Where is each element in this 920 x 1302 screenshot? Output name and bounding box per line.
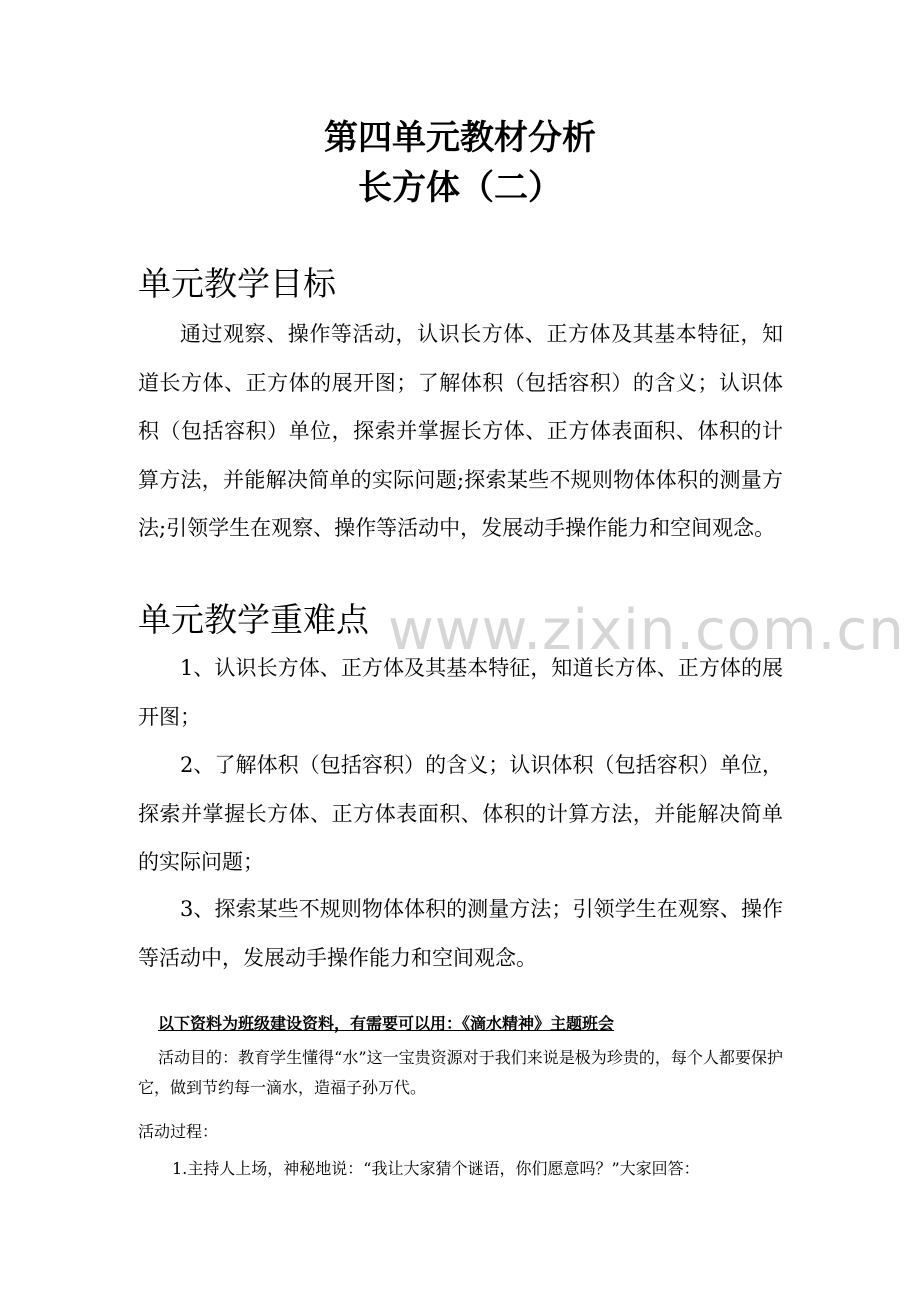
section-heading-goals: 单元教学目标 <box>138 264 336 303</box>
activity-purpose: 活动目的：教育学生懂得“水”这一宝贵资源对于我们来说是极为珍贵的，每个人都要保护它，做到节约每一滴水，造福子孙万代。 <box>138 1048 783 1097</box>
key-point-item: 2、了解体积（包括容积）的含义；认识体积（包括容积）单位，探索并掌握长方体、正方体表面积、体积的计算方法，并能解决简单的实际问题； <box>138 753 783 874</box>
key-point-item: 3、探索某些不规则物体体积的测量方法；引领学生在观察、操作等活动中，发展动手操作能力和空间观念。 <box>138 897 783 970</box>
goals-paragraph: 通过观察、操作等活动，认识长方体、正方体及其基本特征，知道长方体、正方体的展开图；了解体积（包括容积）的含义；认识体积（包括容积）单位，探索并掌握长方体、正方体表面积、体积的计算方法，并能解决简单的实际问题;探索某些不规则物体体积的测量方法;引领学生在观察、操作等活动中，发展动手操作能力和空间观念。 <box>138 322 783 540</box>
section-heading-key-points: 单元教学重难点 <box>138 600 369 639</box>
key-point-item: 1、认识长方体、正方体及其基本特征，知道长方体、正方体的展开图； <box>138 656 783 729</box>
document-title: 第四单元教材分析 <box>324 118 596 158</box>
activity-step: 1.主持人上场，神秘地说：“我让大家猜个谜语，你们愿意吗？”大家回答： <box>172 1159 700 1178</box>
appendix-notice: 以下资料为班级建设资料，有需要可以用：《滴水精神》主题班会 <box>158 1014 615 1033</box>
document-subtitle: 长方体（二） <box>358 168 562 208</box>
activity-process-label: 活动过程： <box>138 1122 219 1141</box>
watermark: www.zixin.com.cn <box>388 598 905 663</box>
